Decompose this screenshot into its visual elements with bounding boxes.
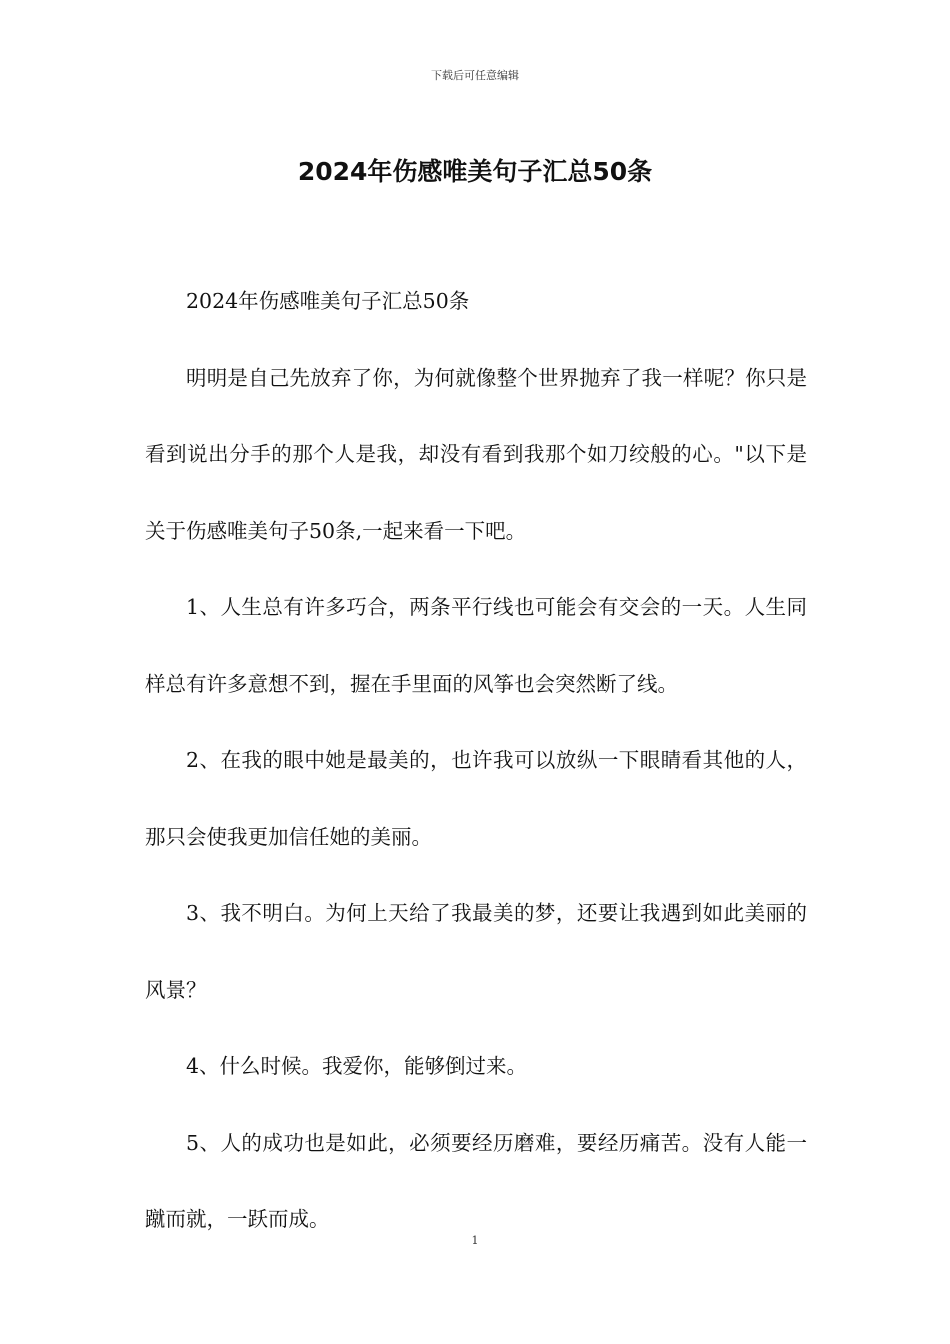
paragraph-item-4: 4、什么时候。我爱你，能够倒过来。	[186, 1054, 528, 1078]
paragraph-item-3: 3、我不明白。为何上天给了我最美的梦，还要让我遇到如此美丽的风景？	[145, 901, 807, 1002]
page-number: 1	[471, 1234, 479, 1247]
document-body	[145, 263, 807, 1258]
paragraph-item-2: 2、在我的眼中她是最美的，也许我可以放纵一下眼睛看其他的人，那只会使我更加信任她的美丽。	[145, 748, 807, 849]
header-note: 下载后可任意编辑	[431, 69, 519, 82]
paragraph-item-5: 5、人的成功也是如此，必须要经历磨难，要经历痛苦。没有人能一蹴而就，一跃而成。	[145, 1130, 807, 1231]
paragraph-subtitle: 2024年伤感唯美句子汇总50条	[186, 289, 470, 313]
paragraph-intro: 明明是自己先放弃了你，为何就像整个世界抛弃了我一样呢？你只是看到说出分手的那个人是我，却没有看到我那个如刀绞般的心。"以下是关于伤感唯美句子50条,一起来看一下吧。	[145, 365, 807, 543]
document-title: 2024年伤感唯美句子汇总50条	[297, 157, 653, 186]
paragraph-item-1: 1、人生总有许多巧合，两条平行线也可能会有交会的一天。人生同样总有许多意想不到，握在手里面的风筝也会突然断了线。	[145, 595, 807, 696]
